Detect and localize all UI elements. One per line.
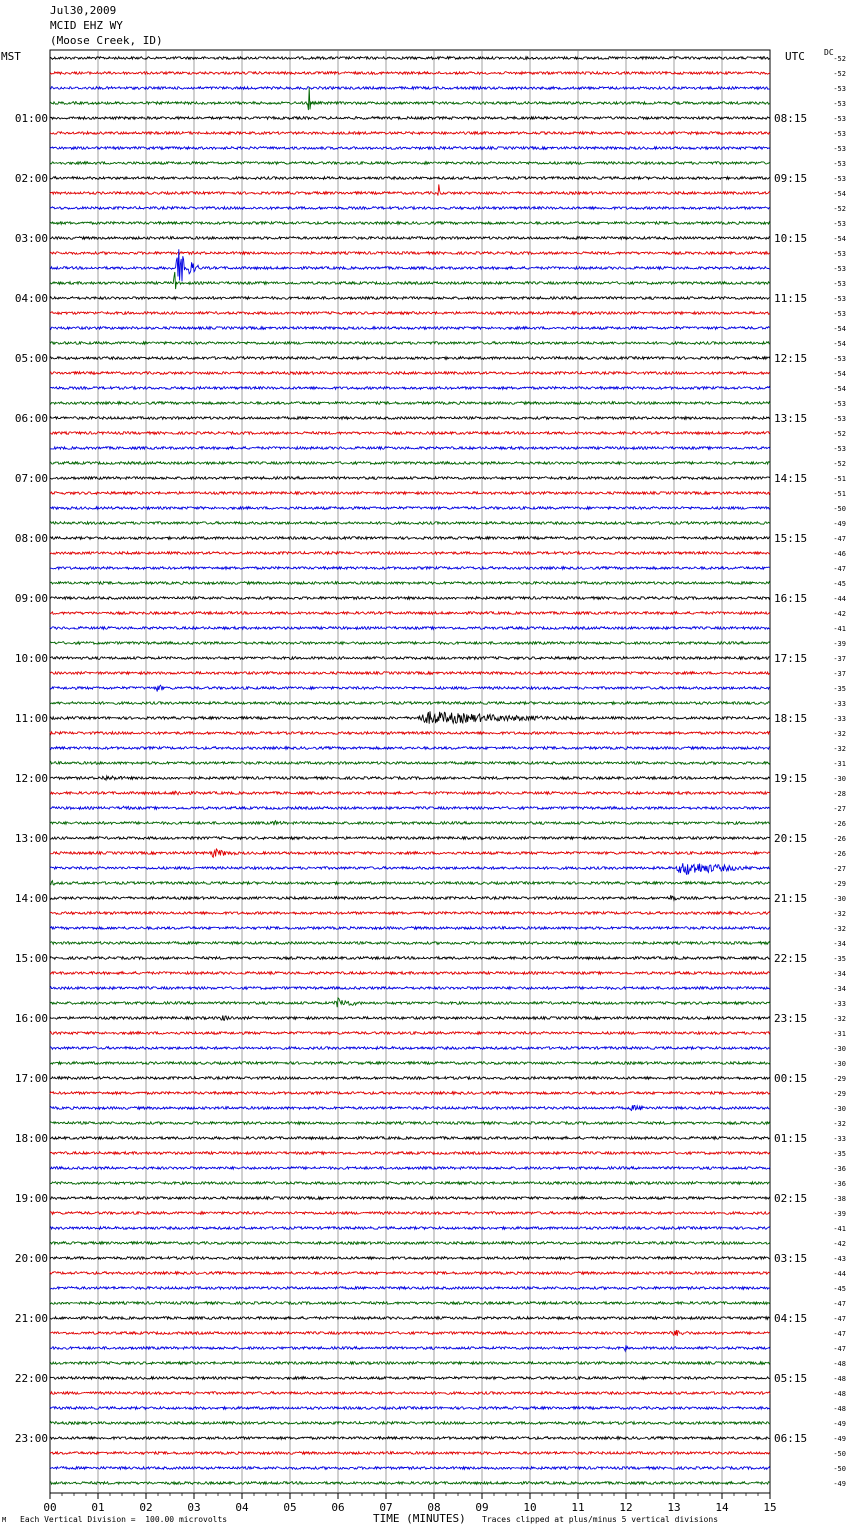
utc-hour-label: 12:15: [774, 352, 808, 365]
seismic-trace: [50, 252, 770, 255]
dc-offset-label: -30: [833, 775, 846, 783]
dc-offset-label: -47: [833, 535, 846, 543]
seismic-trace: [50, 1257, 770, 1260]
x-tick-label: 07: [379, 1501, 393, 1514]
dc-offset-label: -49: [833, 1480, 846, 1488]
utc-hour-label: 00:15: [774, 1072, 808, 1085]
mst-hour-label: 12:00: [14, 772, 48, 785]
seismic-trace: [50, 1047, 770, 1050]
dc-offset-label: -50: [833, 1450, 846, 1458]
dc-offset-label: -47: [833, 1300, 846, 1308]
utc-hour-label: 21:15: [774, 892, 808, 905]
seismic-trace: [50, 1152, 770, 1155]
dc-offset-label: -36: [833, 1165, 846, 1173]
seismic-trace: [50, 597, 770, 600]
seismic-trace: [50, 447, 770, 450]
seismic-trace: [50, 1016, 770, 1021]
dc-offset-label: -34: [833, 940, 846, 948]
seismic-trace: [50, 132, 770, 135]
utc-hour-label: 10:15: [774, 232, 808, 245]
seismic-trace: [50, 1392, 770, 1395]
dc-offset-label: -29: [833, 1075, 846, 1083]
dc-offset-label: -42: [833, 1240, 846, 1248]
seismic-trace: [50, 327, 770, 330]
seismic-trace: [50, 972, 770, 975]
dc-offset-label: -30: [833, 1060, 846, 1068]
dc-offset-label: -41: [833, 625, 846, 633]
dc-offset-label: -35: [833, 1150, 846, 1158]
dc-offset-label: -45: [833, 580, 846, 588]
x-tick-label: 02: [139, 1501, 153, 1514]
utc-hour-label: 01:15: [774, 1132, 808, 1145]
dc-offset-label: -28: [833, 790, 846, 798]
dc-offset-label: -45: [833, 1285, 846, 1293]
seismic-trace: [50, 1272, 770, 1275]
dc-offset-label: -53: [833, 445, 846, 453]
x-tick-label: 14: [715, 1501, 729, 1514]
seismic-trace: [50, 297, 770, 300]
mst-hour-label: 17:00: [14, 1072, 48, 1085]
plot-frame: [50, 50, 770, 1493]
seismic-trace: [50, 881, 770, 885]
x-tick-label: 10: [523, 1501, 537, 1514]
seismic-trace: [50, 57, 770, 60]
seismic-trace: [50, 537, 770, 540]
seismic-trace: [50, 1362, 770, 1365]
x-tick-label: 13: [667, 1501, 681, 1514]
utc-hour-label: 06:15: [774, 1432, 808, 1445]
seismic-trace: [50, 837, 770, 840]
seismic-trace: [50, 552, 770, 555]
dc-offset-label: -48: [833, 1375, 846, 1383]
seismic-trace: [50, 462, 770, 465]
x-tick-label: 00: [43, 1501, 57, 1514]
seismic-trace: [50, 1482, 770, 1485]
dc-offset-label: -53: [833, 355, 846, 363]
mst-hour-label: 07:00: [14, 472, 48, 485]
mst-hour-label: 18:00: [14, 1132, 48, 1145]
x-tick-label: 15: [763, 1501, 777, 1514]
dc-offset-label: -54: [833, 235, 846, 243]
corner-mark: M: [2, 1516, 7, 1524]
dc-offset-label: -53: [833, 85, 846, 93]
seismic-trace: [50, 402, 770, 405]
utc-hour-label: 14:15: [774, 472, 808, 485]
seismic-trace: [50, 627, 770, 630]
dc-offset-label: -31: [833, 760, 846, 768]
dc-offset-label: -53: [833, 310, 846, 318]
seismic-trace: [50, 522, 770, 525]
date-label: Jul30,2009: [50, 4, 117, 17]
seismic-trace: [50, 507, 770, 510]
utc-hour-label: 20:15: [774, 832, 808, 845]
mst-hour-label: 02:00: [14, 172, 48, 185]
seismic-trace: [50, 117, 770, 120]
dc-offset-label: -49: [833, 520, 846, 528]
seismic-trace: [50, 1167, 770, 1170]
seismic-trace: [50, 998, 770, 1007]
dc-offset-label: -53: [833, 220, 846, 228]
dc-offset-label: -53: [833, 145, 846, 153]
dc-offset-label: -48: [833, 1360, 846, 1368]
seismic-trace: [50, 1062, 770, 1065]
dc-offset-label: -30: [833, 895, 846, 903]
utc-hour-label: 23:15: [774, 1012, 808, 1025]
dc-offset-label: -44: [833, 1270, 846, 1278]
dc-offset-label: -32: [833, 745, 846, 753]
seismic-trace: [50, 147, 770, 150]
seismic-trace: [50, 657, 770, 660]
dc-offset-label: -50: [833, 505, 846, 513]
utc-hour-label: 19:15: [774, 772, 808, 785]
seismic-trace: [50, 711, 770, 723]
seismic-trace: [50, 1212, 770, 1215]
seismic-trace: [50, 1287, 770, 1290]
mst-hour-label: 09:00: [14, 592, 48, 605]
seismic-trace: [50, 1197, 770, 1200]
dc-offset-label: -53: [833, 280, 846, 288]
dc-offset-label: -32: [833, 730, 846, 738]
seismic-trace: [50, 927, 770, 930]
mst-hour-label: 13:00: [14, 832, 48, 845]
x-tick-label: 01: [91, 1501, 105, 1514]
dc-offset-label: -27: [833, 865, 846, 873]
dc-offset-label: -39: [833, 1210, 846, 1218]
dc-offset-label: -53: [833, 250, 846, 258]
utc-hour-label: 22:15: [774, 952, 808, 965]
dc-offset-label: -47: [833, 565, 846, 573]
dc-offset-label: -32: [833, 925, 846, 933]
mst-hour-label: 08:00: [14, 532, 48, 545]
mst-hour-label: 04:00: [14, 292, 48, 305]
dc-offset-label: -33: [833, 1135, 846, 1143]
x-tick-label: 05: [283, 1501, 297, 1514]
seismic-trace: [50, 895, 770, 900]
dc-offset-label: -41: [833, 1225, 846, 1233]
seismic-trace: [50, 672, 770, 675]
seismic-trace: [50, 642, 770, 645]
seismic-trace: [50, 821, 770, 826]
dc-offset-label: -43: [833, 1255, 846, 1263]
dc-offset-label: -27: [833, 805, 846, 813]
dc-offset-label: -52: [833, 430, 846, 438]
dc-offset-label: -52: [833, 205, 846, 213]
seismic-trace: [50, 1330, 770, 1336]
mst-hour-label: 03:00: [14, 232, 48, 245]
utc-hour-label: 18:15: [774, 712, 808, 725]
mst-label: MST: [1, 50, 21, 63]
seismic-trace: [50, 1122, 770, 1125]
dc-offset-label: -50: [833, 1465, 846, 1473]
seismic-trace: [50, 492, 770, 495]
dc-offset-label: -49: [833, 1420, 846, 1428]
clip-note: Traces clipped at plus/minus 5 vertical divisions: [482, 1515, 719, 1524]
dc-offset-label: -53: [833, 130, 846, 138]
dc-offset-label: -53: [833, 175, 846, 183]
dc-offset-label: -47: [833, 1315, 846, 1323]
seismic-trace: [50, 1077, 770, 1080]
utc-hour-label: 16:15: [774, 592, 808, 605]
seismic-trace: [50, 1137, 770, 1140]
x-tick-label: 12: [619, 1501, 633, 1514]
seismic-trace: [50, 702, 770, 705]
seismic-trace: [50, 1302, 770, 1305]
mst-hour-label: 06:00: [14, 412, 48, 425]
seismic-trace: [50, 957, 770, 960]
seismic-trace: [50, 162, 770, 165]
dc-offset-label: -54: [833, 340, 846, 348]
dc-offset-label: -35: [833, 685, 846, 693]
seismic-trace: [50, 1377, 770, 1380]
dc-offset-label: -54: [833, 190, 846, 198]
seismic-trace: [50, 177, 770, 180]
seismic-trace: [50, 912, 770, 915]
dc-offset-label: -52: [833, 55, 846, 63]
seismic-trace: [50, 249, 770, 281]
seismic-trace: [50, 1092, 770, 1095]
mst-hour-label: 11:00: [14, 712, 48, 725]
mst-hour-label: 16:00: [14, 1012, 48, 1025]
dc-offset-label: -35: [833, 955, 846, 963]
mst-hour-label: 14:00: [14, 892, 48, 905]
seismic-trace: [50, 1467, 770, 1470]
dc-offset-label: -53: [833, 100, 846, 108]
dc-offset-label: -26: [833, 850, 846, 858]
dc-offset-label: -26: [833, 835, 846, 843]
dc-offset-label: -53: [833, 160, 846, 168]
seismic-trace: [50, 357, 770, 360]
seismic-trace: [50, 1317, 770, 1320]
utc-hour-label: 09:15: [774, 172, 808, 185]
seismic-trace: [50, 272, 770, 289]
seismic-trace: [50, 237, 770, 240]
seismic-trace: [50, 582, 770, 585]
dc-offset-label: -48: [833, 1390, 846, 1398]
utc-hour-label: 03:15: [774, 1252, 808, 1265]
dc-offset-label: -32: [833, 1015, 846, 1023]
utc-hour-label: 04:15: [774, 1312, 808, 1325]
dc-offset-label: -54: [833, 385, 846, 393]
mst-hour-label: 15:00: [14, 952, 48, 965]
seismic-trace: [50, 432, 770, 435]
x-tick-label: 04: [235, 1501, 249, 1514]
seismic-trace: [50, 222, 770, 225]
seismic-trace: [50, 1105, 770, 1110]
dc-offset-label: -52: [833, 460, 846, 468]
dc-offset-label: -53: [833, 400, 846, 408]
seismic-trace: [50, 477, 770, 480]
mst-hour-label: 22:00: [14, 1372, 48, 1385]
station-label: MCID EHZ WY: [50, 19, 123, 32]
dc-offset-label: -29: [833, 880, 846, 888]
seismic-trace: [50, 1182, 770, 1185]
dc-offset-label: -36: [833, 1180, 846, 1188]
seismic-trace: [50, 1032, 770, 1035]
dc-offset-label: -48: [833, 1405, 846, 1413]
seismic-trace: [50, 732, 770, 735]
seismic-trace: [50, 1227, 770, 1230]
utc-hour-label: 13:15: [774, 412, 808, 425]
dc-offset-label: -38: [833, 1195, 846, 1203]
seismic-trace: [50, 1452, 770, 1455]
seismic-trace: [50, 342, 770, 345]
utc-hour-label: 11:15: [774, 292, 808, 305]
mst-hour-label: 05:00: [14, 352, 48, 365]
dc-offset-label: -26: [833, 820, 846, 828]
utc-hour-label: 08:15: [774, 112, 808, 125]
seismic-trace: [50, 88, 770, 110]
dc-offset-label: -42: [833, 610, 846, 618]
dc-offset-label: -39: [833, 640, 846, 648]
dc-offset-label: -54: [833, 325, 846, 333]
x-tick-label: 09: [475, 1501, 489, 1514]
scale-note: Each Vertical Division = 100.00 microvolts: [20, 1515, 228, 1524]
x-tick-label: 06: [331, 1501, 345, 1514]
utc-hour-label: 02:15: [774, 1192, 808, 1205]
x-tick-label: 11: [571, 1501, 585, 1514]
seismic-trace: [50, 806, 770, 809]
dc-offset-label: -33: [833, 715, 846, 723]
seismic-trace: [50, 312, 770, 315]
dc-offset-label: -53: [833, 265, 846, 273]
seismic-trace: [50, 1437, 770, 1440]
dc-offset-label: -32: [833, 1120, 846, 1128]
dc-offset-label: -52: [833, 70, 846, 78]
dc-offset-label: -34: [833, 985, 846, 993]
seismic-trace: [50, 1242, 770, 1245]
seismic-trace: [50, 612, 770, 615]
seismic-trace: [50, 849, 770, 857]
x-tick-label: 08: [427, 1501, 441, 1514]
dc-offset-label: -47: [833, 1330, 846, 1338]
dc-offset-label: -51: [833, 475, 846, 483]
dc-offset-label: -29: [833, 1090, 846, 1098]
dc-offset-label: -33: [833, 700, 846, 708]
dc-offset-label: -34: [833, 970, 846, 978]
seismic-trace: [50, 685, 770, 691]
dc-offset-label: -30: [833, 1105, 846, 1113]
dc-offset-label: -33: [833, 1000, 846, 1008]
seismic-trace: [50, 987, 770, 990]
dc-offset-label: -53: [833, 115, 846, 123]
seismic-trace: [50, 184, 770, 195]
dc-offset-label: -51: [833, 490, 846, 498]
dc-offset-label: -49: [833, 1435, 846, 1443]
utc-label: UTC: [785, 50, 805, 63]
seismic-trace: [50, 791, 770, 795]
seismic-trace: [50, 1345, 770, 1351]
dc-offset-label: -37: [833, 655, 846, 663]
seismic-trace: [50, 762, 770, 765]
dc-offset-label: -30: [833, 1045, 846, 1053]
seismic-trace: [50, 567, 770, 570]
dc-offset-label: -47: [833, 1345, 846, 1353]
x-axis-title: TIME (MINUTES): [373, 1512, 466, 1525]
mst-hour-label: 23:00: [14, 1432, 48, 1445]
dc-offset-label: -31: [833, 1030, 846, 1038]
dc-offset-label: -46: [833, 550, 846, 558]
seismic-trace: [50, 387, 770, 390]
utc-hour-label: 15:15: [774, 532, 808, 545]
dc-label: DC: [824, 48, 834, 57]
seismic-trace: [50, 776, 770, 780]
seismic-trace: [50, 72, 770, 75]
x-tick-label: 03: [187, 1501, 201, 1514]
seismic-trace: [50, 417, 770, 420]
utc-hour-label: 05:15: [774, 1372, 808, 1385]
seismic-trace: [50, 87, 770, 90]
dc-offset-label: -32: [833, 910, 846, 918]
seismic-trace: [50, 372, 770, 375]
mst-hour-label: 21:00: [14, 1312, 48, 1325]
seismic-trace: [50, 942, 770, 945]
dc-offset-label: -54: [833, 370, 846, 378]
seismic-trace: [50, 747, 770, 750]
seismic-trace: [50, 1422, 770, 1425]
mst-hour-label: 20:00: [14, 1252, 48, 1265]
seismic-trace: [50, 207, 770, 210]
location-label: (Moose Creek, ID): [50, 34, 163, 47]
mst-hour-label: 19:00: [14, 1192, 48, 1205]
seismic-trace: [50, 1407, 770, 1410]
seismic-trace: [50, 863, 770, 875]
dc-offset-label: -44: [833, 595, 846, 603]
mst-hour-label: 01:00: [14, 112, 48, 125]
mst-hour-label: 10:00: [14, 652, 48, 665]
dc-offset-label: -53: [833, 415, 846, 423]
dc-offset-label: -53: [833, 295, 846, 303]
utc-hour-label: 17:15: [774, 652, 808, 665]
dc-offset-label: -37: [833, 670, 846, 678]
